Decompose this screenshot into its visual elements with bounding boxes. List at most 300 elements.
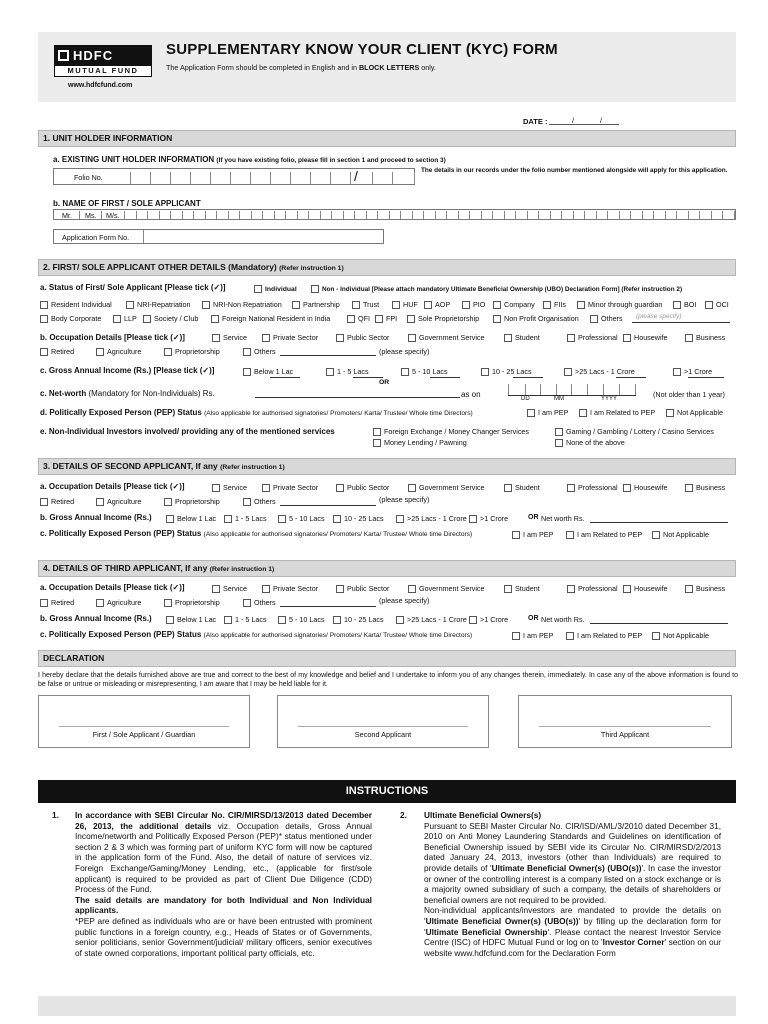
name-cell[interactable]	[343, 211, 344, 219]
occupation-option[interactable]: Student	[504, 333, 540, 342]
occupation-option[interactable]: Housewife	[623, 333, 668, 342]
occupation-option[interactable]: Government Service	[408, 483, 485, 492]
status-individual[interactable]: Individual	[254, 284, 297, 293]
checkbox[interactable]	[278, 616, 286, 624]
name-cell[interactable]	[676, 211, 677, 219]
name-cell[interactable]	[182, 211, 183, 219]
name-cell[interactable]	[124, 211, 125, 219]
occupation-option[interactable]: Student	[504, 483, 540, 492]
occ-please-specify: (please specify)	[379, 596, 430, 605]
income-option[interactable]: >25 Lacs - 1 Crore	[396, 615, 467, 624]
occupation-option[interactable]: Agriculture	[96, 347, 141, 356]
income-option[interactable]: 10 - 25 Lacs	[333, 615, 384, 624]
status-option[interactable]: OCI	[705, 300, 729, 309]
date-cell[interactable]	[525, 384, 526, 395]
income-option[interactable]: 10 - 25 Lacs	[481, 367, 532, 376]
name-cell[interactable]	[711, 211, 712, 219]
occupation-option[interactable]: Retired	[40, 347, 74, 356]
name-cell[interactable]	[642, 211, 643, 219]
occupation-option[interactable]: Retired	[40, 598, 74, 607]
checkbox[interactable]	[326, 368, 334, 376]
checkbox[interactable]	[113, 315, 121, 323]
name-cell[interactable]	[504, 211, 505, 219]
occupation-option[interactable]: Private Sector	[262, 483, 318, 492]
status-option[interactable]: Trust	[352, 300, 379, 309]
occupation-option[interactable]: Others	[243, 347, 276, 356]
checkbox[interactable]	[202, 301, 210, 309]
title-mr[interactable]: Mr.	[62, 211, 72, 220]
name-cell[interactable]	[297, 211, 298, 219]
checkbox[interactable]	[623, 585, 631, 593]
status-option[interactable]: Others	[590, 314, 623, 323]
checkbox[interactable]	[211, 315, 219, 323]
name-cell[interactable]	[193, 211, 194, 219]
checkbox[interactable]	[40, 301, 48, 309]
name-cell[interactable]	[262, 211, 263, 219]
occupation-option[interactable]: Service	[212, 584, 247, 593]
signature-box-third[interactable]	[518, 695, 732, 748]
checkbox[interactable]	[512, 632, 520, 640]
name-cell[interactable]	[665, 211, 666, 219]
occ-others-line[interactable]	[280, 505, 376, 506]
checkbox[interactable]	[333, 515, 341, 523]
folio-cell[interactable]	[170, 172, 171, 184]
income-option[interactable]: 1 - 5 Lacs	[224, 615, 267, 624]
checkbox[interactable]	[623, 334, 631, 342]
date-field[interactable]	[549, 124, 619, 125]
income-option[interactable]: >1 Crore	[469, 615, 508, 624]
checkbox[interactable]	[512, 531, 520, 539]
pep-option[interactable]: Not Applicable	[666, 408, 723, 417]
name-cell[interactable]	[354, 211, 355, 219]
name-cell[interactable]	[435, 211, 436, 219]
status-option[interactable]: NRI-Non Repatriation	[202, 300, 282, 309]
checkbox[interactable]	[243, 368, 251, 376]
occupation-option[interactable]: Government Service	[408, 584, 485, 593]
checkbox[interactable]	[566, 531, 574, 539]
name-field[interactable]	[53, 209, 736, 220]
occupation-option[interactable]: Proprietorship	[164, 598, 220, 607]
name-cell[interactable]	[699, 211, 700, 219]
occupation-option[interactable]: Public Sector	[336, 584, 389, 593]
occupation-option[interactable]: Retired	[40, 497, 74, 506]
name-cell[interactable]	[159, 211, 160, 219]
checkbox[interactable]	[278, 515, 286, 523]
or-label: OR	[528, 615, 539, 622]
name-cell[interactable]	[285, 211, 286, 219]
income-option[interactable]: >1 Crore	[673, 367, 712, 376]
date-cell[interactable]	[619, 384, 620, 395]
status-option[interactable]: FPI	[375, 314, 397, 323]
date-cell[interactable]	[603, 384, 604, 395]
income-underline	[513, 377, 543, 378]
checkbox[interactable]	[685, 484, 693, 492]
signature-box-first[interactable]	[38, 695, 250, 748]
checkbox[interactable]	[469, 616, 477, 624]
title-ms-firm[interactable]: M/s.	[106, 211, 120, 220]
checkbox[interactable]	[685, 334, 693, 342]
services-label: e. Non-Individual Investors involved/ providing any of the mentioned services	[40, 427, 335, 436]
folio-cell[interactable]	[270, 172, 271, 184]
folio-cell[interactable]	[372, 172, 373, 184]
pep-option[interactable]: I am PEP	[527, 408, 568, 417]
checkbox[interactable]	[164, 348, 172, 356]
name-cell[interactable]	[366, 211, 367, 219]
checkbox[interactable]	[564, 368, 572, 376]
folio-cell[interactable]	[330, 172, 331, 184]
occupation-option[interactable]: Housewife	[623, 483, 668, 492]
status-option[interactable]: Company	[493, 300, 535, 309]
status-option[interactable]: HUF	[392, 300, 418, 309]
status-option[interactable]: Non Profit Organisation	[493, 314, 579, 323]
occupation-option[interactable]: Service	[212, 333, 247, 342]
checkbox[interactable]	[577, 301, 585, 309]
status-option[interactable]: Society / Club	[143, 314, 198, 323]
others-line[interactable]	[632, 322, 730, 323]
checkbox[interactable]	[243, 599, 251, 607]
checkbox[interactable]	[96, 599, 104, 607]
checkbox[interactable]	[336, 585, 344, 593]
name-cell[interactable]	[527, 211, 528, 219]
checkbox[interactable]	[685, 585, 693, 593]
checkbox[interactable]	[224, 616, 232, 624]
checkbox[interactable]	[333, 616, 341, 624]
name-cell[interactable]	[515, 211, 516, 219]
date-cell[interactable]	[508, 384, 509, 395]
networth-input[interactable]	[590, 522, 728, 523]
occ-others-line[interactable]	[280, 606, 376, 607]
date-cell[interactable]	[587, 384, 588, 395]
checkbox[interactable]	[212, 585, 220, 593]
networth-label: c. Net-worth (Mandatory for Non-Individuals) Rs.	[40, 389, 215, 398]
occupation-option[interactable]: Student	[504, 584, 540, 593]
name-cell[interactable]	[136, 211, 137, 219]
folio-cell[interactable]	[210, 172, 211, 184]
date-cell[interactable]	[540, 384, 541, 395]
signature-box-second[interactable]	[277, 695, 489, 748]
date-sep: /	[572, 116, 574, 125]
checkbox[interactable]	[673, 368, 681, 376]
status-option[interactable]: BOI	[673, 300, 696, 309]
status-option[interactable]: Body Corporate	[40, 314, 101, 323]
checkbox[interactable]	[504, 484, 512, 492]
section-4-header: 4. DETAILS OF THIRD APPLICANT, If any (Refer instruction 1)	[38, 560, 736, 577]
pep-option[interactable]: I am Related to PEP	[566, 631, 642, 640]
name-cell[interactable]	[630, 211, 631, 219]
occupation-option[interactable]: Agriculture	[96, 497, 141, 506]
name-cell[interactable]	[688, 211, 689, 219]
checkbox[interactable]	[408, 484, 416, 492]
hdfc-logo	[54, 45, 152, 79]
checkbox[interactable]	[401, 368, 409, 376]
status-option[interactable]: Sole Proprietorship	[407, 314, 479, 323]
checkbox[interactable]	[652, 531, 660, 539]
occupation-option[interactable]: Public Sector	[336, 483, 389, 492]
pep-option[interactable]: I am Related to PEP	[579, 408, 655, 417]
checkbox[interactable]	[292, 301, 300, 309]
pep-option[interactable]: I am PEP	[512, 530, 553, 539]
checkbox[interactable]	[40, 599, 48, 607]
income-option[interactable]: Below 1 Lac	[166, 514, 216, 523]
income-option[interactable]: 1 - 5 Lacs	[326, 367, 369, 376]
dd-hint: DD	[521, 396, 530, 402]
appform-box[interactable]	[53, 229, 384, 244]
folio-cell[interactable]	[250, 172, 251, 184]
status-option[interactable]: Minor through guardian	[577, 300, 662, 309]
checkbox[interactable]	[590, 315, 598, 323]
name-cell[interactable]	[722, 211, 723, 219]
income-option[interactable]: >25 Lacs - 1 Crore	[564, 367, 635, 376]
name-cell[interactable]	[446, 211, 447, 219]
checkbox[interactable]	[527, 409, 535, 417]
checkbox[interactable]	[96, 348, 104, 356]
service-none[interactable]: None of the above	[555, 438, 625, 447]
occupation-option[interactable]: Private Sector	[262, 584, 318, 593]
checkbox[interactable]	[336, 334, 344, 342]
folio-slash: /	[354, 168, 358, 184]
name-cell[interactable]	[251, 211, 252, 219]
declaration-text: I hereby declare that the details furnished above are true and correct to the best of my knowledge and belief and I undertake to inform you of any changes therein, immediately. In case any of the above information is found to be false or untrue or misleading or misrepresenting, I am aware that I may be held liable for it.	[38, 672, 738, 688]
folio-cell[interactable]	[290, 172, 291, 184]
title-ms[interactable]: Ms.	[85, 211, 97, 220]
pep-label: d. Politically Exposed Person (PEP) Status (Also applicable for authorised signatories/ Promoters/ Karta/ Trustee/ Whole time Directors)	[40, 408, 473, 417]
checkbox[interactable]	[504, 334, 512, 342]
occ-others-line[interactable]	[280, 355, 376, 356]
name-cell[interactable]	[228, 211, 229, 219]
form-header	[38, 32, 736, 102]
status-option[interactable]: FIIs	[543, 300, 566, 309]
pep-label: c. Politically Exposed Person (PEP) Status (Also applicable for authorised signatories/ Promoters/ Karta/ Trustee/ Whole time Directors)	[40, 529, 473, 538]
status-label: a. Status of First/ Sole Applicant [Please tick (✓)]	[40, 283, 226, 292]
folio-cell[interactable]	[414, 172, 415, 184]
instruction-1-number: 1.	[52, 810, 59, 820]
checkbox[interactable]	[224, 515, 232, 523]
checkbox[interactable]	[40, 348, 48, 356]
checkbox[interactable]	[666, 409, 674, 417]
footer-bar	[38, 996, 736, 1016]
name-cell[interactable]	[734, 211, 735, 219]
pep-option[interactable]: I am PEP	[512, 631, 553, 640]
occupation-option[interactable]: Private Sector	[262, 333, 318, 342]
name-cell[interactable]	[481, 211, 482, 219]
checkbox[interactable]	[262, 334, 270, 342]
checkbox[interactable]	[347, 315, 355, 323]
checkbox[interactable]	[40, 315, 48, 323]
checkbox[interactable]	[352, 301, 360, 309]
checkbox[interactable]	[212, 484, 220, 492]
income-label: b. Gross Annual Income (Rs.)	[40, 513, 152, 522]
name-cell[interactable]	[492, 211, 493, 219]
name-cell[interactable]	[205, 211, 206, 219]
networth-input[interactable]	[255, 397, 460, 398]
section-3-header: 3. DETAILS OF SECOND APPLICANT, If any (Refer instruction 1)	[38, 458, 736, 475]
declaration-header: DECLARATION	[38, 650, 736, 667]
occupation-option[interactable]: Professional	[567, 333, 618, 342]
occupation-option[interactable]: Professional	[567, 584, 618, 593]
occupation-option[interactable]: Business	[685, 483, 725, 492]
date-cell[interactable]	[556, 384, 557, 395]
name-cell[interactable]	[584, 211, 585, 219]
name-cell[interactable]	[274, 211, 275, 219]
name-cell[interactable]	[653, 211, 654, 219]
status-option[interactable]: QFI	[347, 314, 370, 323]
occupation-option[interactable]: Public Sector	[336, 333, 389, 342]
checkbox[interactable]	[424, 301, 432, 309]
checkbox[interactable]	[567, 585, 575, 593]
name-cell[interactable]	[596, 211, 597, 219]
occupation-label: a. Occupation Details [Please tick (✓)]	[40, 583, 185, 592]
occupation-option[interactable]: Business	[685, 584, 725, 593]
checkbox[interactable]	[504, 585, 512, 593]
income-option[interactable]: 5 - 10 Lacs	[278, 615, 325, 624]
name-cell[interactable]	[239, 211, 240, 219]
name-cell[interactable]	[308, 211, 309, 219]
occupation-option[interactable]: Business	[685, 333, 725, 342]
checkbox[interactable]	[396, 515, 404, 523]
occupation-option[interactable]: Service	[212, 483, 247, 492]
status-option[interactable]: Resident Individual	[40, 300, 112, 309]
service-gaming[interactable]: Gaming / Gambling / Lottery / Casino Services	[555, 427, 714, 436]
pep-option[interactable]: Not Applicable	[652, 530, 709, 539]
occupation-option[interactable]: Agriculture	[96, 598, 141, 607]
folio-cell[interactable]	[350, 172, 351, 184]
income-option[interactable]: Below 1 Lac	[166, 615, 216, 624]
checkbox[interactable]	[143, 315, 151, 323]
status-non-individual[interactable]: Non - Individual [Please attach mandatory Ultimate Beneficial Ownership (UBO) Declaration Form] (Refer instruction 2)	[311, 284, 682, 293]
checkbox[interactable]	[408, 334, 416, 342]
income-option[interactable]: 5 - 10 Lacs	[278, 514, 325, 523]
checkbox[interactable]	[673, 301, 681, 309]
occupation-option[interactable]: Proprietorship	[164, 497, 220, 506]
checkbox[interactable]	[375, 315, 383, 323]
service-money-lending[interactable]: Money Lending / Pawning	[373, 438, 467, 447]
income-underline	[688, 377, 724, 378]
name-cell[interactable]	[412, 211, 413, 219]
status-option[interactable]: Foreign National Resident in India	[211, 314, 330, 323]
checkbox[interactable]	[493, 301, 501, 309]
service-forex[interactable]: Foreign Exchange / Money Changer Services	[373, 427, 529, 436]
checkbox[interactable]	[396, 616, 404, 624]
folio-cell[interactable]	[230, 172, 231, 184]
checkbox[interactable]	[705, 301, 713, 309]
checkbox[interactable]	[469, 515, 477, 523]
checkbox[interactable]	[262, 484, 270, 492]
checkbox[interactable]	[407, 315, 415, 323]
checkbox[interactable]	[462, 301, 470, 309]
name-cell[interactable]	[170, 211, 171, 219]
occupation-option[interactable]: Proprietorship	[164, 347, 220, 356]
checkbox[interactable]	[336, 484, 344, 492]
name-cell[interactable]	[147, 211, 148, 219]
yyyy-hint: YYYY	[601, 396, 618, 402]
name-cell[interactable]	[607, 211, 608, 219]
checkbox[interactable]	[166, 515, 174, 523]
status-option[interactable]: LLP	[113, 314, 137, 323]
checkbox[interactable]	[243, 348, 251, 356]
status-option[interactable]: NRI-Repatriation	[126, 300, 191, 309]
occ-please-specify: (please specify)	[379, 495, 430, 504]
folio-cell[interactable]	[190, 172, 191, 184]
income-option[interactable]: 5 - 10 Lacs	[401, 367, 448, 376]
income-option[interactable]: 10 - 25 Lacs	[333, 514, 384, 523]
checkbox[interactable]	[579, 409, 587, 417]
folio-note: The details in our records under the folio number mentioned alongside will apply for this application.	[421, 167, 728, 174]
checkbox[interactable]	[243, 498, 251, 506]
folio-cell[interactable]	[130, 172, 131, 184]
folio-cell[interactable]	[392, 172, 393, 184]
please-specify-hint: (please specify)	[636, 313, 682, 320]
occupation-option[interactable]: Others	[243, 598, 276, 607]
name-cell[interactable]	[538, 211, 539, 219]
name-cell[interactable]	[561, 211, 562, 219]
income-option[interactable]: >25 Lacs - 1 Crore	[396, 514, 467, 523]
occupation-option[interactable]: Housewife	[623, 584, 668, 593]
networth-input[interactable]	[590, 623, 728, 624]
income-underline	[353, 377, 383, 378]
checkbox[interactable]	[262, 585, 270, 593]
checkbox[interactable]	[164, 498, 172, 506]
name-cell[interactable]	[331, 211, 332, 219]
checkbox[interactable]	[392, 301, 400, 309]
income-option[interactable]: Below 1 Lac	[243, 367, 293, 376]
checkbox[interactable]	[623, 484, 631, 492]
date-cell[interactable]	[635, 384, 636, 395]
checkbox[interactable]	[567, 334, 575, 342]
checkbox[interactable]	[164, 599, 172, 607]
status-option[interactable]: Partnership	[292, 300, 340, 309]
occupation-option[interactable]: Government Service	[408, 333, 485, 342]
occupation-option[interactable]: Professional	[567, 483, 618, 492]
name-cell[interactable]	[389, 211, 390, 219]
checkbox[interactable]	[166, 616, 174, 624]
name-cell[interactable]	[400, 211, 401, 219]
name-cell[interactable]	[320, 211, 321, 219]
name-cell[interactable]	[573, 211, 574, 219]
name-cell[interactable]	[458, 211, 459, 219]
folio-cell[interactable]	[150, 172, 151, 184]
folio-cell[interactable]	[310, 172, 311, 184]
checkbox[interactable]	[567, 484, 575, 492]
name-cell[interactable]	[550, 211, 551, 219]
logo-square-icon	[58, 50, 69, 61]
checkbox[interactable]	[96, 498, 104, 506]
income-option[interactable]: >1 Crore	[469, 514, 508, 523]
name-cell[interactable]	[423, 211, 424, 219]
or-label: OR	[528, 514, 539, 521]
pep-option[interactable]: Not Applicable	[652, 631, 709, 640]
checkbox[interactable]	[126, 301, 134, 309]
checkbox[interactable]	[481, 368, 489, 376]
checkbox[interactable]	[652, 632, 660, 640]
status-option[interactable]: AOP	[424, 300, 450, 309]
status-option[interactable]: PIO	[462, 300, 485, 309]
income-option[interactable]: 1 - 5 Lacs	[224, 514, 267, 523]
name-cell[interactable]	[619, 211, 620, 219]
checkbox[interactable]	[408, 585, 416, 593]
name-cell[interactable]	[216, 211, 217, 219]
name-cell[interactable]	[377, 211, 378, 219]
or-label: OR	[379, 379, 390, 386]
checkbox[interactable]	[493, 315, 501, 323]
name-cell[interactable]	[469, 211, 470, 219]
checkbox[interactable]	[543, 301, 551, 309]
checkbox[interactable]	[40, 498, 48, 506]
date-cell[interactable]	[571, 384, 572, 395]
pep-option[interactable]: I am Related to PEP	[566, 530, 642, 539]
occupation-option[interactable]: Others	[243, 497, 276, 506]
checkbox[interactable]	[212, 334, 220, 342]
checkbox[interactable]	[566, 632, 574, 640]
